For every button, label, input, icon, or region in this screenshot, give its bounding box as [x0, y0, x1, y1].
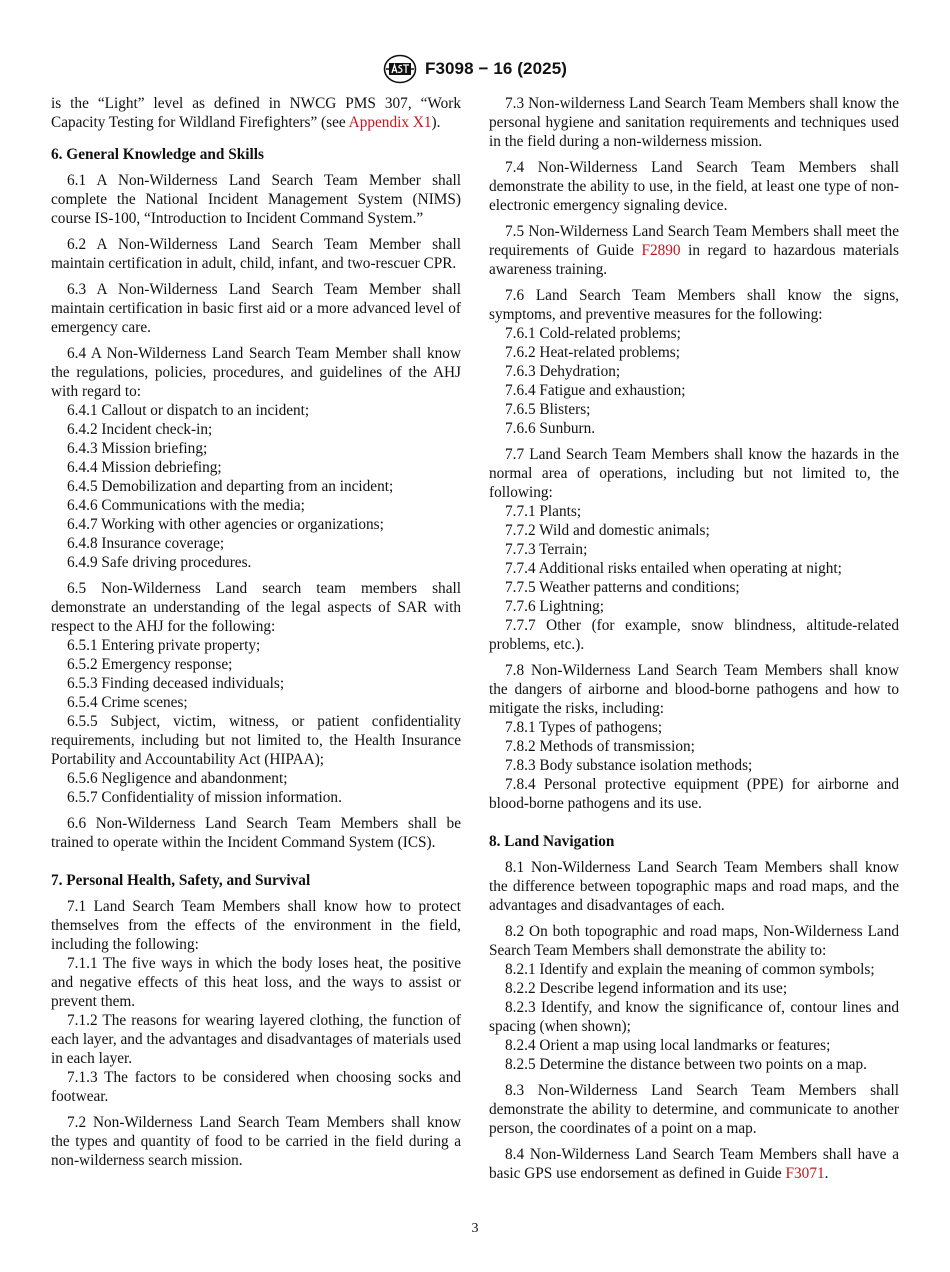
- paragraph-8-3: 8.3 Non-Wilderness Land Search Team Members shall demonstrate the ability to determine, and communicate to another person, the coordinates of a point on a map.: [489, 1082, 899, 1137]
- list-item: 6.4.7 Working with other agencies or organizations;: [67, 516, 384, 533]
- paragraph-7-6: 7.6 Land Search Team Members shall know the signs, symptoms, and preventive measures for the following:: [489, 287, 899, 323]
- list-item: 6.5.2 Emergency response;: [67, 656, 233, 673]
- paragraph-7-5-text: 7.5 Non-Wilderness Land Search Team Members shall meet the requirements of Guide: [489, 223, 899, 259]
- list-6-4: [51, 401, 461, 572]
- list-item: 7.6.6 Sunburn.: [505, 420, 596, 437]
- paragraph-6-6: 6.6 Non-Wilderness Land Search Team Members shall be trained to operate within the Incident Command System (ICS).: [51, 815, 461, 851]
- list-item: 7.7.4 Additional risks entailed when operating at night;: [505, 560, 842, 577]
- list-item: 6.5.6 Negligence and abandonment;: [67, 770, 288, 787]
- paragraph-8-2: 8.2 On both topographic and road maps, Non-Wilderness Land Search Team Members shall demonstrate the ability to:: [489, 923, 899, 959]
- paragraph-8-4-text: 8.4 Non-Wilderness Land Search Team Members shall have a basic GPS use endorsement as defined in Guide: [489, 1146, 899, 1182]
- f3071-link[interactable]: F3071: [785, 1165, 825, 1182]
- paragraph-6-2: 6.2 A Non-Wilderness Land Search Team Member shall maintain certification in adult, child, infant, and two-rescuer CPR.: [51, 236, 461, 272]
- list-item: 6.4.4 Mission debriefing;: [67, 459, 222, 476]
- paragraph-8-1: 8.1 Non-Wilderness Land Search Team Members shall know the difference between topographic maps and road maps, and the advantages and disadvantages of each.: [489, 859, 899, 914]
- list-7-6: [489, 324, 899, 438]
- list-item: 6.5.3 Finding deceased individuals;: [67, 675, 285, 692]
- paragraph-6-1: 6.1 A Non-Wilderness Land Search Team Member shall complete the National Incident Management System (NIMS) course IS-100, “Introduction to Incident Command System.”: [51, 172, 461, 227]
- list-item: 7.1.2 The reasons for wearing layered clothing, the function of each layer, and the advantages and disadvantages of materials used in each layer.: [51, 1012, 461, 1067]
- list-7-1: [51, 954, 461, 1106]
- list-item: 6.4.9 Safe driving procedures.: [67, 554, 252, 571]
- paragraph-7-7: 7.7 Land Search Team Members shall know the hazards in the normal area of operations, including but not limited to, the following:: [489, 446, 899, 501]
- list-item: 7.6.2 Heat-related problems;: [505, 344, 681, 361]
- list-item: 7.6.3 Dehydration;: [505, 363, 621, 380]
- list-item: 6.4.3 Mission briefing;: [67, 440, 208, 457]
- list-6-5: [51, 636, 461, 807]
- section-8-heading: 8. Land Navigation: [489, 833, 615, 850]
- list-item: 8.2.5 Determine the distance between two points on a map.: [505, 1056, 867, 1073]
- list-item: 7.8.1 Types of pathogens;: [505, 719, 663, 736]
- list-item: 8.2.3 Identify, and know the significance of, contour lines and spacing (when shown);: [489, 999, 899, 1035]
- f2890-link[interactable]: F2890: [641, 242, 681, 259]
- paragraph-7-3: 7.3 Non-wilderness Land Search Team Members shall know the personal hygiene and sanitation requirements and techniques used in the field during a non-wilderness mission.: [489, 95, 899, 150]
- list-item: 7.1.3 The factors to be considered when choosing socks and footwear.: [51, 1069, 461, 1105]
- intro-text-end: ).: [431, 114, 441, 131]
- paragraph-6-4: 6.4 A Non-Wilderness Land Search Team Member shall know the regulations, policies, procedures, and guidelines of the AHJ with regard to:: [51, 345, 461, 400]
- list-item: 7.6.1 Cold-related problems;: [505, 325, 681, 342]
- list-item: 7.6.4 Fatigue and exhaustion;: [505, 382, 686, 399]
- list-item: 7.8.3 Body substance isolation methods;: [505, 757, 753, 774]
- list-7-7: [489, 502, 899, 654]
- paragraph-7-5: [489, 222, 899, 279]
- section-6-heading: 6. General Knowledge and Skills: [51, 146, 264, 163]
- page-header: [0, 52, 950, 86]
- list-item: 6.4.8 Insurance coverage;: [67, 535, 225, 552]
- list-item: 7.7.5 Weather patterns and conditions;: [505, 579, 740, 596]
- list-item: 7.7.6 Lightning;: [505, 598, 605, 615]
- list-item: 7.7.3 Terrain;: [505, 541, 588, 558]
- list-item: 7.7.7 Other (for example, snow blindness, altitude-related problems, etc.).: [489, 617, 899, 653]
- paragraph-8-4: [489, 1145, 899, 1183]
- list-item: 8.2.1 Identify and explain the meaning of common symbols;: [505, 961, 875, 978]
- paragraph-8-4-text-end: .: [824, 1165, 829, 1182]
- appendix-x1-link[interactable]: Appendix X1: [348, 114, 432, 131]
- paragraph-6-3: 6.3 A Non-Wilderness Land Search Team Member shall maintain certification in basic first aid or a more advanced level of emergency care.: [51, 281, 461, 336]
- list-item: 6.5.4 Crime scenes;: [67, 694, 188, 711]
- list-item: 7.7.2 Wild and domestic animals;: [505, 522, 710, 539]
- right-column: [489, 94, 899, 1190]
- standard-designation: F3098 − 16 (2025): [424, 59, 568, 78]
- intro-text: is the “Light” level as defined in NWCG PMS 307, “Work Capacity Testing for Wildland Firefighters” (see: [51, 95, 461, 131]
- left-column: [51, 94, 461, 1177]
- list-item: 6.4.2 Incident check-in;: [67, 421, 213, 438]
- paragraph-6-5: 6.5 Non-Wilderness Land search team members shall demonstrate an understanding of the legal aspects of SAR with respect to the AHJ for the following:: [51, 580, 461, 635]
- list-item: 6.5.7 Confidentiality of mission information.: [67, 789, 342, 806]
- paragraph-7-4: 7.4 Non-Wilderness Land Search Team Members shall demonstrate the ability to use, in the field, at least one type of non-electronic emergency signaling device.: [489, 159, 899, 214]
- list-item: 6.4.5 Demobilization and departing from an incident;: [67, 478, 394, 495]
- paragraph-7-1: 7.1 Land Search Team Members shall know how to protect themselves from the effects of the environment in the field, including the following:: [51, 898, 461, 953]
- page-number: 3: [471, 1221, 479, 1236]
- astm-logo-icon: [383, 54, 417, 84]
- list-item: 6.4.1 Callout or dispatch to an incident;: [67, 402, 310, 419]
- list-item: 8.2.4 Orient a map using local landmarks or features;: [505, 1037, 831, 1054]
- paragraph-7-8: 7.8 Non-Wilderness Land Search Team Members shall know the dangers of airborne and blood-borne pathogens and how to mitigate the risks, including:: [489, 662, 899, 717]
- list-item: 7.7.1 Plants;: [505, 503, 582, 520]
- list-item: 8.2.2 Describe legend information and its use;: [505, 980, 788, 997]
- list-item: 7.1.1 The five ways in which the body loses heat, the positive and negative effects of this heat loss, and the ways to assist or prevent them.: [51, 955, 461, 1010]
- list-item: 6.5.1 Entering private property;: [67, 637, 261, 654]
- intro-paragraph: [51, 94, 461, 132]
- list-item: 7.6.5 Blisters;: [505, 401, 591, 418]
- list-item: 6.5.5 Subject, victim, witness, or patient confidentiality requirements, including but not limited to, the Health Insurance Portability and Accountability Act (HIPAA);: [51, 713, 461, 768]
- list-7-8: [489, 718, 899, 813]
- list-item: 7.8.2 Methods of transmission;: [505, 738, 695, 755]
- section-7-heading: 7. Personal Health, Safety, and Survival: [51, 872, 311, 889]
- list-item: 7.8.4 Personal protective equipment (PPE) for airborne and blood-borne pathogens and its use.: [489, 776, 899, 812]
- paragraph-7-2: 7.2 Non-Wilderness Land Search Team Members shall know the types and quantity of food to be carried in the field during a non-wilderness search mission.: [51, 1114, 461, 1169]
- list-item: 6.4.6 Communications with the media;: [67, 497, 305, 514]
- paragraph-7-5-text-end: in regard to hazardous materials awareness training.: [489, 242, 899, 278]
- list-8-2: [489, 960, 899, 1074]
